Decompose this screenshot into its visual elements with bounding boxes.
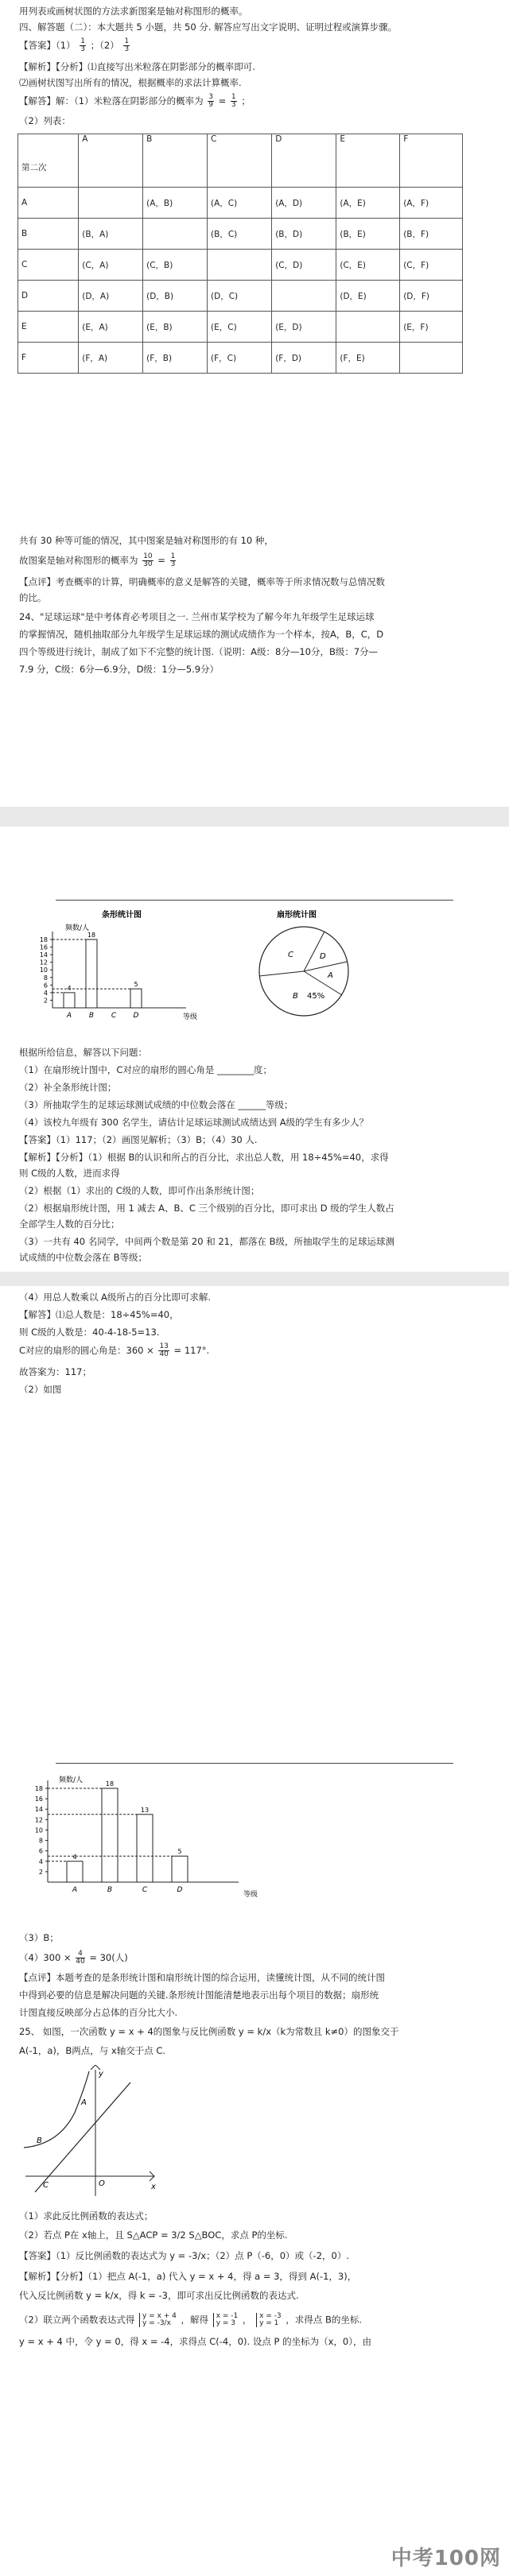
table-cell: (D，B): [143, 281, 208, 312]
x-tick-label: B: [107, 1886, 113, 1894]
table-cell: (F，D): [272, 343, 336, 374]
y-tick-label: 12: [34, 1816, 43, 1824]
probability-line: 故图案是轴对称图形的概率为 $\frac{10}{30}$ = $\frac{1}{3}$: [19, 552, 176, 568]
y-axis-label: 频数/人: [65, 924, 90, 932]
table-cell: (A，C): [208, 188, 272, 219]
system-line: （2）联立两个函数表达式得 y = x + 4 y = -3/x ，解得 x = -1 y = 3 ， x = -3 y = 1 ，求得点 B的坐标.: [19, 2312, 362, 2327]
table-cell: (F，E): [336, 343, 400, 374]
table-cell: (A，E): [336, 188, 400, 219]
table-cell: [208, 250, 272, 281]
y-tick-label: 10: [34, 1826, 43, 1834]
table-cell: (C，B): [143, 250, 208, 281]
y-label: y: [99, 2070, 103, 2078]
text-line: 【点评】本题考查的是条形统计图和扇形统计图的综合运用，读懂统计图，从不同的统计图: [19, 1972, 385, 1983]
divider: [56, 900, 453, 901]
text-line: A(-1，a)，B两点，与 x轴交于点 C.: [19, 2045, 166, 2056]
answer-line: 【答案】（1） $\frac{1}{3}$ ；（2） $\frac{1}{3}$: [19, 37, 130, 53]
table-corner: 第二次: [18, 134, 79, 188]
text-line: （1）求此反比例函数的表达式；: [19, 2210, 153, 2222]
y-tick-label: 8: [38, 1837, 43, 1845]
table-cell: (B，F): [400, 219, 463, 250]
question-24: 24、"足球运球"是中考体育必考项目之一. 兰州市某学校为了解今年九年级学生足球运球: [19, 611, 375, 622]
data-label: 4: [67, 984, 72, 992]
table-cell: (C，A): [79, 250, 143, 281]
text-line: （1）在扇形统计图中，C对应的扇形的圆心角是 ________度；: [19, 1064, 272, 1075]
text-line: 全部学生人数的百分比；: [19, 1218, 120, 1230]
table-row: [18, 188, 463, 219]
data-label: 18: [87, 932, 96, 939]
bar-c: [137, 1815, 153, 1882]
text-line: 四个等级进行统计，制成了如下不完整的统计图.（说明：A级：8分—10分，B级：7分—: [19, 646, 379, 657]
table-cell: (A，D): [272, 188, 336, 219]
solution-line: 【解答】解：（1）米粒落在阴影部分的概率为 $\frac{3}{9}$ = $\frac{1}{3}$ ；: [19, 93, 251, 109]
text-line: （3）B；: [19, 1932, 59, 1943]
watermark: 中考100网: [390, 2547, 501, 2570]
y-tick-label: 14: [34, 1806, 43, 1814]
y-tick-label: 16: [34, 1795, 43, 1803]
y-tick-label: 6: [38, 1847, 43, 1855]
data-label: 5: [134, 981, 138, 989]
text-line: （2）根据（1）求出的 C级的人数，即可作出条形统计图；: [19, 1185, 260, 1196]
text-line: 试成绩的中位数会落在 B等级；: [19, 1252, 148, 1263]
table-row: [18, 250, 463, 281]
table-cell: (F，C): [208, 343, 272, 374]
text-line: 【解答】⑴总人数是：18÷45%=40，: [19, 1309, 179, 1320]
divider: [56, 1763, 453, 1764]
y-tick-label: 18: [39, 936, 48, 943]
table-col-header: D: [272, 134, 336, 188]
text-line: （4）用总人数乘以 A级所占的百分比即可求解.: [19, 1292, 211, 1303]
y-tick-label: 16: [39, 943, 48, 951]
x-tick-label: C: [111, 1012, 117, 1020]
table-cell: (F，A): [79, 343, 143, 374]
y-tick-label: 4: [38, 1857, 43, 1865]
text-line: （2）补全条形统计图；: [19, 1082, 117, 1093]
table-row: [18, 312, 463, 343]
data-label: 18: [105, 1780, 115, 1788]
text-line: 则 C级的人数是：40-4-18-5=13.: [19, 1327, 160, 1338]
text-line: 【点评】考查概率的计算，明确概率的意义是解答的关键，概率等于所求情况数与总情况数: [19, 576, 385, 587]
table-cell: (E，F): [400, 312, 463, 343]
pie-percent-b: 45%: [307, 992, 325, 1001]
table-row: [18, 281, 463, 312]
table-col-header: C: [208, 134, 272, 188]
table-cell: (D，F): [400, 281, 463, 312]
table-cell: (B，C): [208, 219, 272, 250]
text-line: y = x + 4 中，令 y = 0，得 x = -4，求得点 C(-4，0). 设点 P 的坐标为（x，0），由: [19, 2336, 371, 2347]
table-cell: (E，C): [208, 312, 272, 343]
table-cell: (B，E): [336, 219, 400, 250]
y-tick-label: 2: [43, 997, 48, 1005]
pie-divider: [259, 971, 304, 976]
answer-line: 【答案】（1）117；（2）画图见解析；（3）B；（4）30 人.: [19, 1134, 258, 1145]
text-line: 中得到必要的信息是解决问题的关键.条形统计图能清楚地表示出每个项目的数据；扇形统: [19, 1989, 379, 2001]
x-tick-label: C: [142, 1886, 148, 1894]
y-tick-label: 14: [39, 951, 48, 959]
row-label: A: [18, 188, 79, 219]
table-cell: (A，F): [400, 188, 463, 219]
table-cell: (C，F): [400, 250, 463, 281]
text-line: （2）根据扇形统计图，用 1 减去 A、B、C 三个级别的百分比，即可求出 D 级的学生人数占: [19, 1203, 394, 1214]
pie-label-d: D: [320, 952, 326, 961]
row-label: E: [18, 312, 79, 343]
table-cell: (B，A): [79, 219, 143, 250]
x-tick-label: B: [88, 1012, 95, 1020]
text-line: 的比。: [19, 592, 47, 603]
outcome-table: [17, 134, 463, 374]
point-a-label: A: [81, 2098, 87, 2107]
y-tick-label: 8: [43, 974, 48, 982]
bar-d: [130, 989, 142, 1008]
hyperbola-branch: [24, 2071, 89, 2148]
table-cell: [272, 281, 336, 312]
x-tick-label: D: [133, 1012, 139, 1020]
bar-d: [172, 1856, 188, 1882]
table-cell: [400, 343, 463, 374]
pie-label-c: C: [288, 951, 293, 959]
angle-line: C对应的扇形的圆心角是：360 × $\frac{13}{40}$ = 117°.: [19, 1342, 210, 1358]
answer-line: 【答案】（1）反比例函数的表达式为 y = -3/x；（2）点 P（-6，0）或（-2，0）.: [19, 2250, 349, 2261]
text-line: 计图直接反映部分占总体的百分比大小.: [19, 2007, 178, 2018]
function-graph: [19, 2065, 162, 2200]
section-heading: 四、解答题（二）：本大题共 5 小题，共 50 分. 解答应写出文字说明、证明过程或演算步骤。: [19, 21, 398, 33]
calc-line: （4）300 × $\frac{4}{40}$ = 30(人): [19, 1950, 128, 1966]
row-label: C: [18, 250, 79, 281]
x-tick-label: A: [72, 1886, 78, 1894]
table-cell: (D，E): [336, 281, 400, 312]
text-line: 共有 30 种等可能的情况，其中图案是轴对称图形的有 10 种，: [19, 535, 274, 546]
table-cell: (A，B): [143, 188, 208, 219]
table-cell: (B，D): [272, 219, 336, 250]
table-cell: (E，B): [143, 312, 208, 343]
y-tick-label: 6: [43, 982, 48, 990]
text-line: 故答案为：117；: [19, 1366, 91, 1377]
table-cell: (D，A): [79, 281, 143, 312]
table-col-header: E: [336, 134, 400, 188]
y-tick-label: 4: [43, 989, 48, 997]
text-line: 7.9 分，C级：6分—6.9分，D级：1分—5.9分）: [19, 664, 220, 675]
page-1: [0, 0, 509, 807]
table-cell: (C，D): [272, 250, 336, 281]
data-label: 5: [177, 1848, 182, 1856]
pie-chart-title: 扇形统计图: [277, 911, 317, 920]
bar-chart-complete: [24, 1772, 278, 1908]
pie-divider: [304, 962, 347, 971]
text-line: 根据所给信息，解答以下问题：: [19, 1047, 147, 1058]
data-label: 4: [72, 1853, 77, 1861]
data-label: 13: [140, 1806, 150, 1814]
table-col-header: A: [79, 134, 143, 188]
x-axis-label: 等级: [183, 1013, 198, 1021]
text-line: 【解析】【分析】⑴直接写出米粒落在阴影部分的概率即可.: [19, 61, 255, 72]
pie-divider: [304, 932, 324, 971]
table-cell: (C，E): [336, 250, 400, 281]
table-row: [18, 219, 463, 250]
y-tick-label: 12: [39, 959, 48, 966]
bar-b: [102, 1788, 118, 1882]
text-line: （4）该校九年级有 300 名学生，请估计足球运球测试成绩达到 A级的学生有多少人？: [19, 1117, 369, 1128]
text-line: 的掌握情况，随机抽取部分九年级学生足球运球的测试成绩作为一个样本，按A，B，C，D: [19, 629, 384, 640]
bar-chart-incomplete: [32, 909, 223, 1028]
page-2: [0, 827, 509, 1272]
text-line: （3）所抽取学生的足球运球测试成绩的中位数会落在 ______等级；: [19, 1099, 293, 1110]
table-row: [18, 343, 463, 374]
pie-chart: [231, 909, 390, 1028]
row-label: D: [18, 281, 79, 312]
point-b-label: B: [37, 2136, 42, 2145]
x-label: x: [151, 2183, 156, 2191]
table-col-header: B: [143, 134, 208, 188]
text-line: ⑵画树状图写出所有的情况，根据概率的求法计算概率.: [19, 77, 242, 88]
origin-label: O: [99, 2179, 105, 2188]
table-cell: [336, 312, 400, 343]
y-axis-label: 频数/人: [59, 1776, 84, 1784]
text-line: 【解析】【分析】（1）把点 A(-1，a) 代入 y = x + 4，得 a = 3，得到 A(-1，3)，: [19, 2271, 357, 2282]
x-axis-label: 等级: [243, 1891, 258, 1899]
pie-label-a: A: [328, 971, 333, 980]
text-line: 用列表或画树状图的方法求新图案是轴对称图形的概率。: [19, 6, 248, 17]
table-col-header: F: [400, 134, 463, 188]
row-label: F: [18, 343, 79, 374]
table-cell: (E，A): [79, 312, 143, 343]
x-tick-label: A: [66, 1012, 72, 1020]
bar-b: [86, 939, 97, 1008]
x-tick-label: D: [177, 1886, 183, 1894]
text-line: 代入反比例函数 y = k/x，得 k = -3，即可求出反比例函数的表达式.: [19, 2290, 299, 2301]
table-cell: (F，B): [143, 343, 208, 374]
point-c-label: C: [43, 2181, 49, 2190]
text-line: 则 C级的人数，进而求得: [19, 1168, 120, 1179]
pie-label-b: B: [293, 992, 298, 1001]
table-cell: [79, 188, 143, 219]
bar-a: [64, 993, 75, 1008]
bar-chart-title: 条形统计图: [102, 911, 142, 920]
table-cell: [143, 219, 208, 250]
question-25: 25、 如图，一次函数 y = x + 4的图象与反比例函数 y = k/x（k为常数且 k≠0）的图象交于: [19, 2026, 399, 2037]
y-tick-label: 2: [38, 1868, 43, 1876]
table-cell: (E，D): [272, 312, 336, 343]
text-line: （2）列表：: [19, 115, 71, 126]
page-3: [0, 1286, 509, 2576]
text-line: 【解析】【分析】（1）根据 B的认识和所占的百分比，求出总人数，用 18÷45%=40，求得: [19, 1152, 389, 1163]
text-line: （2）若点 P在 x轴上，且 S△ACP = 3/2 S△BOC，求点 P的坐标.: [19, 2229, 288, 2241]
text-line: （2）如图: [19, 1384, 62, 1395]
y-tick-label: 10: [39, 966, 48, 974]
table-cell: (D，C): [208, 281, 272, 312]
text-line: （3）一共有 40 名同学，中间两个数是第 20 和 21，都落在 B级，所抽取学生的足球运球测: [19, 1236, 395, 1247]
bar-a: [67, 1861, 83, 1882]
row-label: B: [18, 219, 79, 250]
y-tick-label: 18: [34, 1785, 43, 1792]
